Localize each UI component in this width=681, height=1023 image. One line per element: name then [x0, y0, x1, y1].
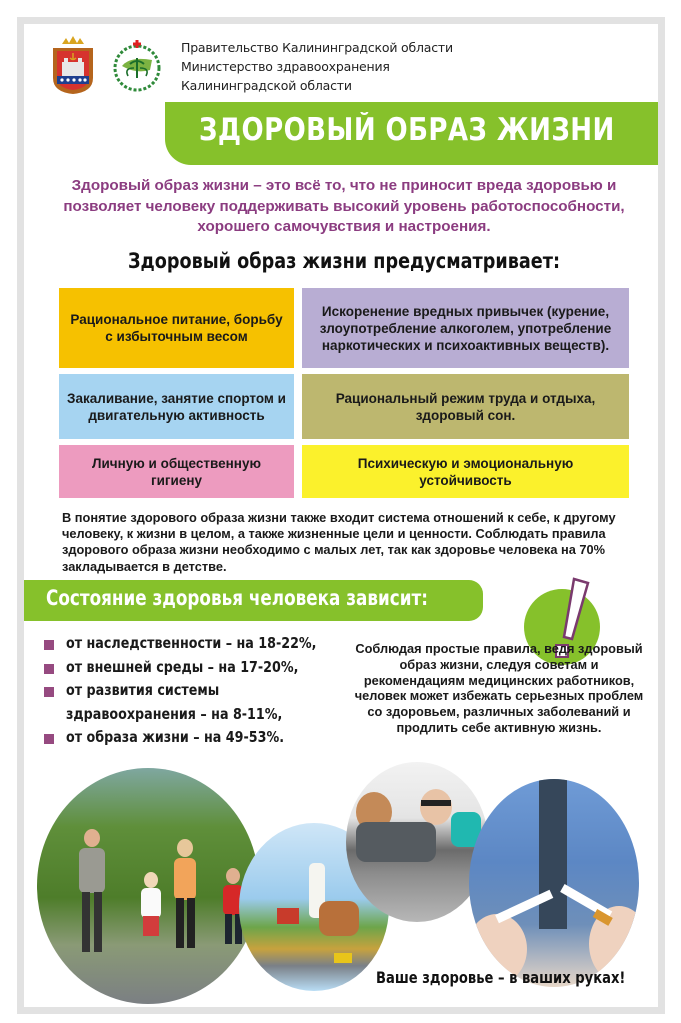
- subheading: Здоровый образ жизни предусматривает:: [127, 249, 561, 274]
- organization-name: [181, 38, 453, 95]
- family-jogging-photo: [37, 768, 259, 1004]
- component-nutrition: Рациональное питание, борьбу с избыточным весом: [59, 288, 294, 368]
- component-sport: Закаливание, занятие спортом и двигательную активность: [59, 374, 294, 439]
- slogan: Ваше здоровье – в ваших руках!: [376, 968, 626, 987]
- square-bullet-icon: [44, 734, 54, 744]
- component-hygiene: Личную и общественную гигиену: [59, 445, 294, 498]
- depends-heading: Состояние здоровья человека зависит:: [46, 586, 428, 610]
- poster: [24, 24, 658, 1007]
- factors-list: [41, 632, 371, 750]
- poster-frame: [17, 17, 665, 1014]
- square-bullet-icon: [44, 640, 54, 650]
- component-bad-habits: Искоренение вредных привычек (курение, злоупотребление алкоголем, употребление наркотических и психоактивных веществ).: [302, 288, 629, 368]
- factor-item: от внешней среды – на 17-20%,: [41, 656, 371, 680]
- org-line: Правительство Калининградской области: [181, 40, 453, 55]
- broken-cigarette-photo: [469, 779, 639, 987]
- org-line: Калининградской области: [181, 78, 352, 93]
- intro-text: Здоровый образ жизни – это всё то, что не приносит вреда здоровью и позволяет человеку поддерживать высокий уровень работоспособности, хорошего самочувствия и настроения.: [63, 177, 625, 235]
- square-bullet-icon: [44, 664, 54, 674]
- title-banner: [165, 102, 658, 165]
- coat-of-arms-icon: [48, 36, 98, 96]
- page-title: ЗДОРОВЫЙ ОБРАЗ ЖИЗНИ: [199, 112, 615, 148]
- factor-item: от развития системы: [41, 679, 371, 703]
- factor-item: от наследственности – на 18-22%,: [41, 632, 371, 656]
- factor-item-continuation: здравоохранения – на 8-11%,: [66, 704, 283, 723]
- factor-item: от образа жизни – на 49-53%.: [41, 726, 371, 750]
- ministry-of-health-emblem-icon: [110, 38, 164, 94]
- component-mental-stability: Психическую и эмоциональную устойчивость: [302, 445, 629, 498]
- square-bullet-icon: [44, 687, 54, 697]
- lifestyle-paragraph: В понятие здорового образа жизни также входит система отношений к себе, к другому человеку, к жизни в целом, а также жизненные цели и ценности. Соблюдать правила здорового образа жизни необходимо с малых лет, так как здоровье человека на 70% закладывается в детстве.: [62, 510, 616, 574]
- component-work-rest: Рациональный режим труда и отдыха, здоровый сон.: [302, 374, 629, 439]
- org-line: Министерство здравоохранения: [181, 59, 390, 74]
- sleeping-man-photo: [346, 762, 488, 922]
- components-grid: [59, 288, 629, 498]
- depends-banner: [24, 580, 483, 621]
- advice-text: Соблюдая простые правила, ведя здоровый образ жизни, следуя советам и рекомендациям медицинских работников, человек может избежать серьезных проблем со здоровьем, различных заболеваний и продлить себе активную жизнь.: [354, 641, 644, 735]
